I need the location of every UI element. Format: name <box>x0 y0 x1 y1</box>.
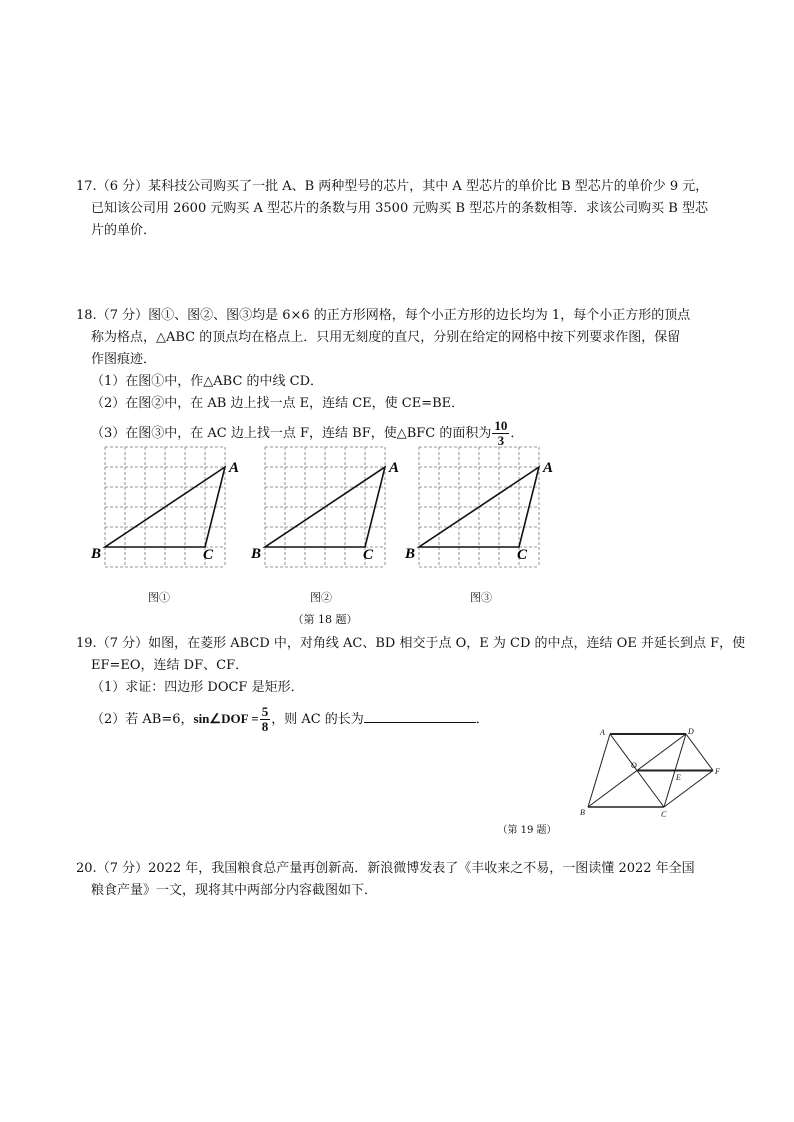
q18-line-3: 作图痕迹． <box>91 352 157 367</box>
q18-fraction-denominator: 3 <box>497 433 505 448</box>
q18-part-2: （2）在图②中，在 AB 边上找一点 E，连结 CE，使 CE=BE． <box>91 396 465 411</box>
vertex-label-A: A <box>543 460 554 476</box>
vertex-label-A: A <box>389 460 400 476</box>
q20-points: （7 分） <box>96 861 149 876</box>
q18-figures <box>0 438 794 638</box>
q17-line-3: 片的单价． <box>91 223 157 238</box>
vertex-label-B: B <box>405 546 416 562</box>
q19-line-2: EF=EO，连结 DF、CF． <box>91 658 249 673</box>
vertex-label-C: C <box>363 547 374 563</box>
vertex-label-A: A <box>229 460 240 476</box>
point-label-D: D <box>688 727 694 736</box>
question-20 <box>76 858 726 902</box>
q19-part-1: （1）求证：四边形 DOCF 是矩形． <box>91 680 304 695</box>
q19-answer-blank[interactable] <box>364 708 476 723</box>
point-label-F: F <box>715 767 720 776</box>
q18-part-3-text: （3）在图③中，在 AC 边上找一点 F，连结 BF，使△BFC 的面积为 <box>91 426 492 441</box>
segment-CF <box>664 771 713 808</box>
question-19 <box>76 633 746 734</box>
vertex-label-B: B <box>251 546 262 562</box>
q19-part-2-end: ． <box>475 712 489 727</box>
vertex-label-B: B <box>91 546 102 562</box>
q18-fraction-numerator: 10 <box>494 418 508 433</box>
q19-points: （7 分） <box>96 636 149 651</box>
q19-fraction-denominator: 8 <box>261 719 269 734</box>
q18-fig-label-2: 图② <box>310 591 332 604</box>
q18-line-1 <box>76 305 726 327</box>
q17-text-1: 某科技公司购买了一批 A、B 两种型号的芯片，其中 A 型芯片的单价比 B 型芯片的单价少 9 元， <box>148 179 709 194</box>
q18-grid-1 <box>90 447 239 567</box>
q18-fig-label-3: 图③ <box>470 591 492 604</box>
q18-line-2: 称为格点，△ABC 的顶点均在格点上．只用无刻度的直尺，分别在给定的网格中按下列要求作图，保留 <box>91 330 681 345</box>
vertex-label-C: C <box>517 547 528 563</box>
q19-line-1 <box>76 633 746 655</box>
q19-number: 19. <box>76 636 97 651</box>
q17-line-2: 已知该公司用 2600 元购买 A 型芯片的条数与用 3500 元购买 B 型芯片的条数相等．求该公司购买 B 型芯 <box>91 201 708 216</box>
q20-line-1 <box>76 858 726 880</box>
q20-line-2: 粮食产量》一文，现将其中两部分内容截图如下． <box>91 883 378 898</box>
q18-number: 18. <box>76 308 97 323</box>
q18-text-1: 图①、图②、图③均是 6×6 的正方形网格，每个小正方形的边长均为 1，每个小正方形的顶点 <box>148 308 691 323</box>
q19-part-2-mid: ，则 AC 的长为 <box>271 712 364 727</box>
point-label-C: C <box>661 810 667 819</box>
q18-grid-3 <box>404 447 553 567</box>
q19-figure <box>576 726 736 826</box>
point-label-B: B <box>580 808 585 817</box>
q18-caption: （第 18 题） <box>292 613 358 626</box>
q19-text-1: 如图，在菱形 ABCD 中，对角线 AC、BD 相交于点 O，E 为 CD 的中点，连结 OE 并延长到点 F，使 <box>148 636 746 651</box>
q18-grid-2 <box>250 447 399 567</box>
q18-part-3-end: ． <box>510 426 524 441</box>
q19-part-2-text: （2）若 AB=6， <box>91 712 194 727</box>
q19-sin-expression: sin∠DOF = <box>193 711 259 726</box>
q20-number: 20. <box>76 861 97 876</box>
point-label-E: E <box>676 773 681 782</box>
q19-caption: （第 19 题） <box>497 825 557 836</box>
q18-points: （7 分） <box>96 308 149 323</box>
vertex-label-C: C <box>203 547 214 563</box>
q19-fraction-numerator: 5 <box>261 704 269 719</box>
question-18 <box>76 305 726 448</box>
q20-text-1: 2022 年，我国粮食总产量再创新高．新浪微博发表了《丰收来之不易，一图读懂 2022 年全国 <box>148 861 695 876</box>
segment-DF <box>686 734 713 771</box>
point-label-O: O <box>631 761 637 770</box>
q18-fig-label-1: 图① <box>148 591 170 604</box>
question-17 <box>76 176 726 242</box>
q17-points: （6 分） <box>96 179 149 194</box>
q19-fraction <box>260 705 271 734</box>
q18-part-1: （1）在图①中，作△ABC 的中线 CD． <box>91 374 324 389</box>
point-label-A: A <box>600 728 605 737</box>
q17-line-1 <box>76 176 726 198</box>
segment-AB <box>588 734 610 807</box>
q17-number: 17. <box>76 179 97 194</box>
